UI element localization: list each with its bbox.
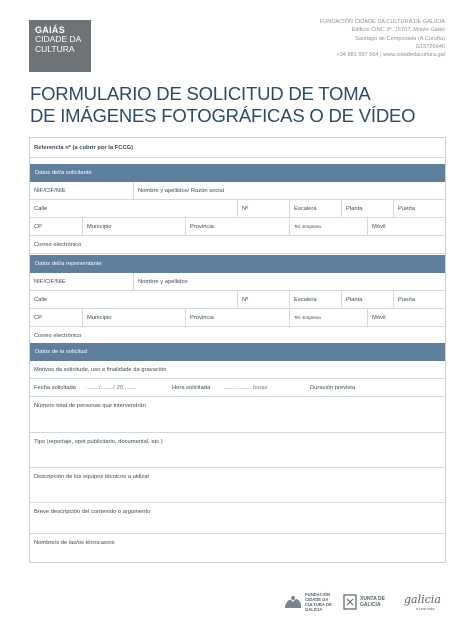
request-motives-row — [30, 361, 445, 379]
applicant-email-row — [30, 236, 445, 254]
request-date-label: Fecha solicitada — [34, 385, 76, 391]
applicant-number-field[interactable]: Nº — [237, 200, 248, 217]
applicant-province-field[interactable]: Provincia — [185, 218, 214, 235]
applicant-cp-field[interactable]: CP — [34, 224, 43, 230]
applicant-address-row — [30, 200, 445, 218]
org-contact: +34 881 997 564 | www.cidadedacultura.gal — [336, 52, 445, 59]
request-people-field[interactable] — [30, 397, 445, 433]
title-line-1: FORMULARIO DE SOLICITUD DE TOMA — [30, 83, 371, 104]
representative-door-field[interactable]: Puerta — [393, 291, 415, 308]
applicant-email-field[interactable]: Correo electrónico — [34, 242, 82, 248]
xunta-footer-logo — [343, 590, 398, 614]
applicant-stair-field[interactable]: Escalera — [289, 200, 317, 217]
representative-province-field[interactable]: Provincia — [185, 309, 214, 326]
org-cif: G15726640 — [415, 43, 445, 50]
request-equipment-field[interactable] — [30, 468, 445, 503]
logo-line-3: CULTURA — [35, 43, 75, 54]
applicant-floor-field[interactable]: Planta — [341, 200, 362, 217]
galicia-footer-logo — [402, 590, 448, 614]
request-people-label: Número total de personas que intervendrán — [34, 403, 146, 409]
organization-address — [265, 18, 445, 59]
representative-email-field[interactable]: Correo electrónico — [34, 333, 82, 339]
org-address-2: Santiago de Compostela (A Coruña) — [355, 35, 445, 42]
representative-name-field[interactable]: Nombre y apellidos — [133, 273, 188, 290]
applicant-name-field[interactable]: Nombre y apellidos/ Razón social — [133, 182, 224, 199]
section-header-request: Datos de la solicitud — [30, 343, 445, 361]
page-title — [30, 83, 450, 127]
section-header-applicant: Datos del/a solicitante — [30, 164, 445, 182]
representative-floor-field[interactable]: Planta — [341, 291, 362, 308]
representative-id-row — [30, 273, 445, 291]
fcc-footer-logo — [283, 590, 341, 614]
title-line-2: DE IMÁGENES FOTOGRÁFICAS O DE VÍDEO — [30, 105, 416, 126]
applicant-company-phone-field[interactable]: Tel. Empresa — [289, 218, 321, 235]
request-content-field[interactable] — [30, 503, 445, 534]
request-content-label: Breve descripción del contenido o argumento — [34, 509, 151, 515]
org-name: FUNDACIÓN CIDADE DA CULTURA DE GALICIA — [319, 19, 445, 25]
reference-row[interactable] — [30, 138, 445, 158]
applicant-street-field[interactable]: Calle — [34, 206, 48, 212]
request-date-field[interactable]: ......../......../ 20........ — [86, 385, 136, 391]
representative-address-row — [30, 291, 445, 309]
galicia-brand-subtitle: a boa vida — [416, 606, 435, 611]
section-header-representative: Datos del/a representante — [30, 255, 445, 273]
xunta-footer-text: XUNTA DE GALICIA — [360, 596, 385, 608]
request-equipment-label: Descripción de los equipos técnicos a utilizar — [34, 474, 150, 480]
gaias-logo — [29, 20, 91, 72]
fcc-emblem-icon — [283, 592, 303, 612]
representative-municipality-field[interactable]: Municipio — [82, 309, 112, 326]
representative-nif-field[interactable]: NIF/CIF/NIE — [34, 279, 66, 285]
request-time-label: Hora solicitada — [172, 385, 211, 391]
applicant-nif-field[interactable]: NIF/CIF/NIE — [34, 188, 66, 194]
representative-location-row — [30, 309, 445, 327]
request-duration-field[interactable]: Duración prevista — [310, 385, 356, 391]
applicant-door-field[interactable]: Puerta — [393, 200, 415, 217]
request-type-field[interactable] — [30, 433, 445, 468]
applicant-id-row — [30, 182, 445, 200]
representative-mobile-field[interactable]: Móvil — [367, 309, 386, 326]
fcc-footer-text: FUNDACIÓN CIDADE DA CULTURA DE GALICIA — [305, 592, 332, 612]
request-staff-field[interactable] — [30, 534, 445, 563]
representative-company-phone-field[interactable]: Tel. Empresa — [289, 309, 321, 326]
representative-number-field[interactable]: Nº — [237, 291, 248, 308]
applicant-mobile-field[interactable]: Móvil — [367, 218, 386, 235]
request-form — [29, 137, 446, 563]
applicant-municipality-field[interactable]: Municipio — [82, 218, 112, 235]
representative-cp-field[interactable]: CP — [34, 315, 43, 321]
request-schedule-row — [30, 379, 445, 397]
logo-line-1: GAIÁS — [35, 25, 66, 35]
xunta-shield-icon — [343, 594, 357, 610]
galicia-brand-text: galicia — [404, 593, 441, 606]
request-time-field[interactable]: ........:........ horas — [224, 385, 268, 391]
representative-stair-field[interactable]: Escalera — [289, 291, 317, 308]
request-motives-field[interactable]: Motivos da solicitude, uso e finalidade da gravación — [34, 367, 167, 373]
logo-line-2: CIDADE DA — [35, 34, 82, 44]
reference-label: Referencia nº (a cubrir por la FCCG) — [34, 145, 134, 151]
applicant-location-row — [30, 218, 445, 236]
representative-street-field[interactable]: Calle — [34, 297, 48, 303]
org-address-1: Edificio CINC 3º. 15707, Monte Gaiás — [351, 27, 445, 34]
request-staff-label: Nombre/s de las/os técnicas/os — [34, 540, 115, 546]
request-type-label: Tipo (reportaje, spot publicitario, documental, etc.) — [34, 439, 163, 445]
